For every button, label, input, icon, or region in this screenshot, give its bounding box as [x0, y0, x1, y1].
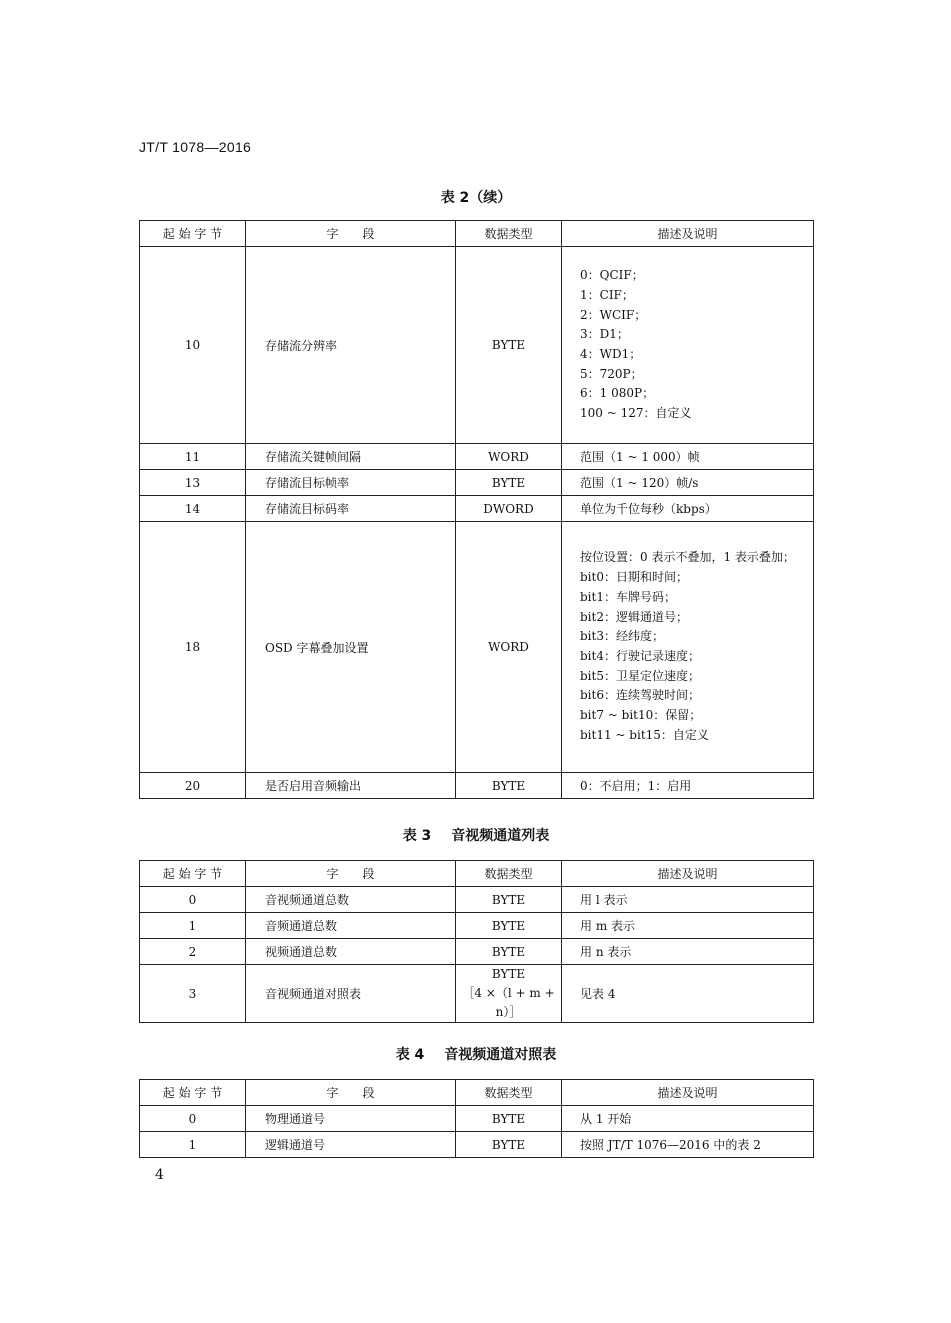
table3-caption: [139, 825, 813, 845]
desc-line: bit0：日期和时间；: [580, 570, 688, 585]
header-description: 描述及说明: [562, 1080, 814, 1106]
table4-caption-title: 音视频通道对照表: [444, 1047, 557, 1063]
cell-desc: 按照 JT/T 1076—2016 中的表 2: [562, 1132, 814, 1158]
header-data-type: 数据类型: [456, 1080, 562, 1106]
cell-field: OSD 字幕叠加设置: [246, 522, 456, 773]
page-number: 4: [155, 1167, 164, 1183]
table-row: [140, 444, 814, 470]
cell-type: BYTE: [456, 939, 562, 965]
cell-desc: 范围（1 ~ 120）帧/s: [562, 470, 814, 496]
cell-field: 视频通道总数: [246, 939, 456, 965]
desc-line: bit6：连续驾驶时间；: [580, 688, 700, 703]
cell-start: 1: [140, 1132, 246, 1158]
cell-field: 逻辑通道号: [246, 1132, 456, 1158]
cell-start: 3: [140, 965, 246, 1023]
cell-type: WORD: [456, 444, 562, 470]
table-header-row: [140, 221, 814, 247]
table2: [139, 220, 814, 799]
table-header-row: [140, 1080, 814, 1106]
cell-type: BYTE: [456, 1106, 562, 1132]
desc-line: 100 ~ 127：自定义: [580, 406, 692, 421]
header-start-byte: 起 始 字 节: [140, 861, 246, 887]
table-row: [140, 1132, 814, 1158]
cell-start: 18: [140, 522, 246, 773]
table-header-row: [140, 861, 814, 887]
cell-field: 音频通道总数: [246, 913, 456, 939]
table4: [139, 1079, 814, 1158]
cell-desc: 单位为千位每秒（kbps）: [562, 496, 814, 522]
cell-start: 11: [140, 444, 246, 470]
table2-caption: 表 2（续）: [440, 190, 512, 206]
cell-type: BYTE: [456, 773, 562, 799]
header-field: 字 段: [246, 861, 456, 887]
desc-line: 5：720P；: [580, 366, 643, 381]
cell-field: 存储流目标帧率: [246, 470, 456, 496]
table-row: [140, 247, 814, 444]
cell-type: BYTE: [456, 913, 562, 939]
table3-caption-number: 表 3: [402, 828, 432, 844]
desc-line: 1：CIF；: [580, 287, 634, 302]
cell-field: 存储流分辨率: [246, 247, 456, 444]
desc-line: 3：D1；: [580, 327, 629, 342]
table-row: [140, 939, 814, 965]
table-row: [140, 522, 814, 773]
table-row: [140, 913, 814, 939]
cell-type: DWORD: [456, 496, 562, 522]
cell-desc: [562, 247, 814, 444]
cell-type-main: BYTE: [491, 967, 526, 981]
table-row: [140, 1106, 814, 1132]
desc-line: bit2：逻辑通道号；: [580, 609, 688, 624]
header-data-type: 数据类型: [456, 221, 562, 247]
header-description: 描述及说明: [562, 861, 814, 887]
header-field: 字 段: [246, 1080, 456, 1106]
table3: [139, 860, 814, 1023]
cell-start: 1: [140, 913, 246, 939]
cell-start: 13: [140, 470, 246, 496]
cell-field: 物理通道号: [246, 1106, 456, 1132]
table-row: [140, 965, 814, 1023]
desc-line: 0：QCIF；: [580, 268, 644, 283]
cell-type: BYTE: [456, 887, 562, 913]
cell-start: 0: [140, 887, 246, 913]
cell-start: 14: [140, 496, 246, 522]
cell-type: WORD: [456, 522, 562, 773]
table-row: [140, 470, 814, 496]
cell-field: 是否启用音频输出: [246, 773, 456, 799]
desc-line: bit7 ~ bit10：保留；: [580, 708, 702, 723]
header-field: 字 段: [246, 221, 456, 247]
desc-line: bit11 ~ bit15：自定义: [580, 727, 709, 742]
header-data-type: 数据类型: [456, 861, 562, 887]
desc-line: bit3：经纬度；: [580, 629, 664, 644]
desc-line: 6：1 080P；: [580, 386, 655, 401]
cell-desc: 用 l 表示: [562, 887, 814, 913]
desc-line: 2：WCIF；: [580, 307, 647, 322]
cell-desc: 用 n 表示: [562, 939, 814, 965]
cell-desc: 0：不启用；1：启用: [562, 773, 814, 799]
cell-desc: 范围（1 ~ 1 000）帧: [562, 444, 814, 470]
desc-line: bit1：车牌号码；: [580, 589, 676, 604]
header-start-byte: 起 始 字 节: [140, 221, 246, 247]
cell-field: 存储流关键帧间隔: [246, 444, 456, 470]
table-row: [140, 496, 814, 522]
cell-desc: 见表 4: [562, 965, 814, 1023]
cell-start: 10: [140, 247, 246, 444]
cell-desc: [562, 522, 814, 773]
cell-type: BYTE: [456, 247, 562, 444]
table4-caption-number: 表 4: [395, 1047, 425, 1063]
desc-line: 按位设置：0 表示不叠加，1 表示叠加；: [580, 550, 795, 565]
table4-caption: [139, 1044, 813, 1064]
cell-desc: 用 m 表示: [562, 913, 814, 939]
table3-caption-title: 音视频通道列表: [451, 828, 550, 844]
cell-type: BYTE: [456, 470, 562, 496]
desc-line: bit4：行驶记录速度；: [580, 649, 700, 663]
desc-line: 4：WD1；: [580, 347, 642, 361]
cell-type: BYTE: [456, 1132, 562, 1158]
cell-field: 音视频通道总数: [246, 887, 456, 913]
header-description: 描述及说明: [562, 221, 814, 247]
cell-start: 20: [140, 773, 246, 799]
table-row: [140, 887, 814, 913]
cell-field: 音视频通道对照表: [246, 965, 456, 1023]
standard-code: JT/T 1078—2016: [139, 139, 252, 155]
table-row: [140, 773, 814, 799]
cell-start: 0: [140, 1106, 246, 1132]
desc-line: bit5：卫星定位速度；: [580, 668, 700, 683]
cell-type: [456, 965, 562, 1023]
cell-desc: 从 1 开始: [562, 1106, 814, 1132]
cell-type-extra: ［4 ×（l + m + n）］: [462, 986, 555, 1019]
cell-field: 存储流目标码率: [246, 496, 456, 522]
header-start-byte: 起 始 字 节: [140, 1080, 246, 1106]
cell-start: 2: [140, 939, 246, 965]
